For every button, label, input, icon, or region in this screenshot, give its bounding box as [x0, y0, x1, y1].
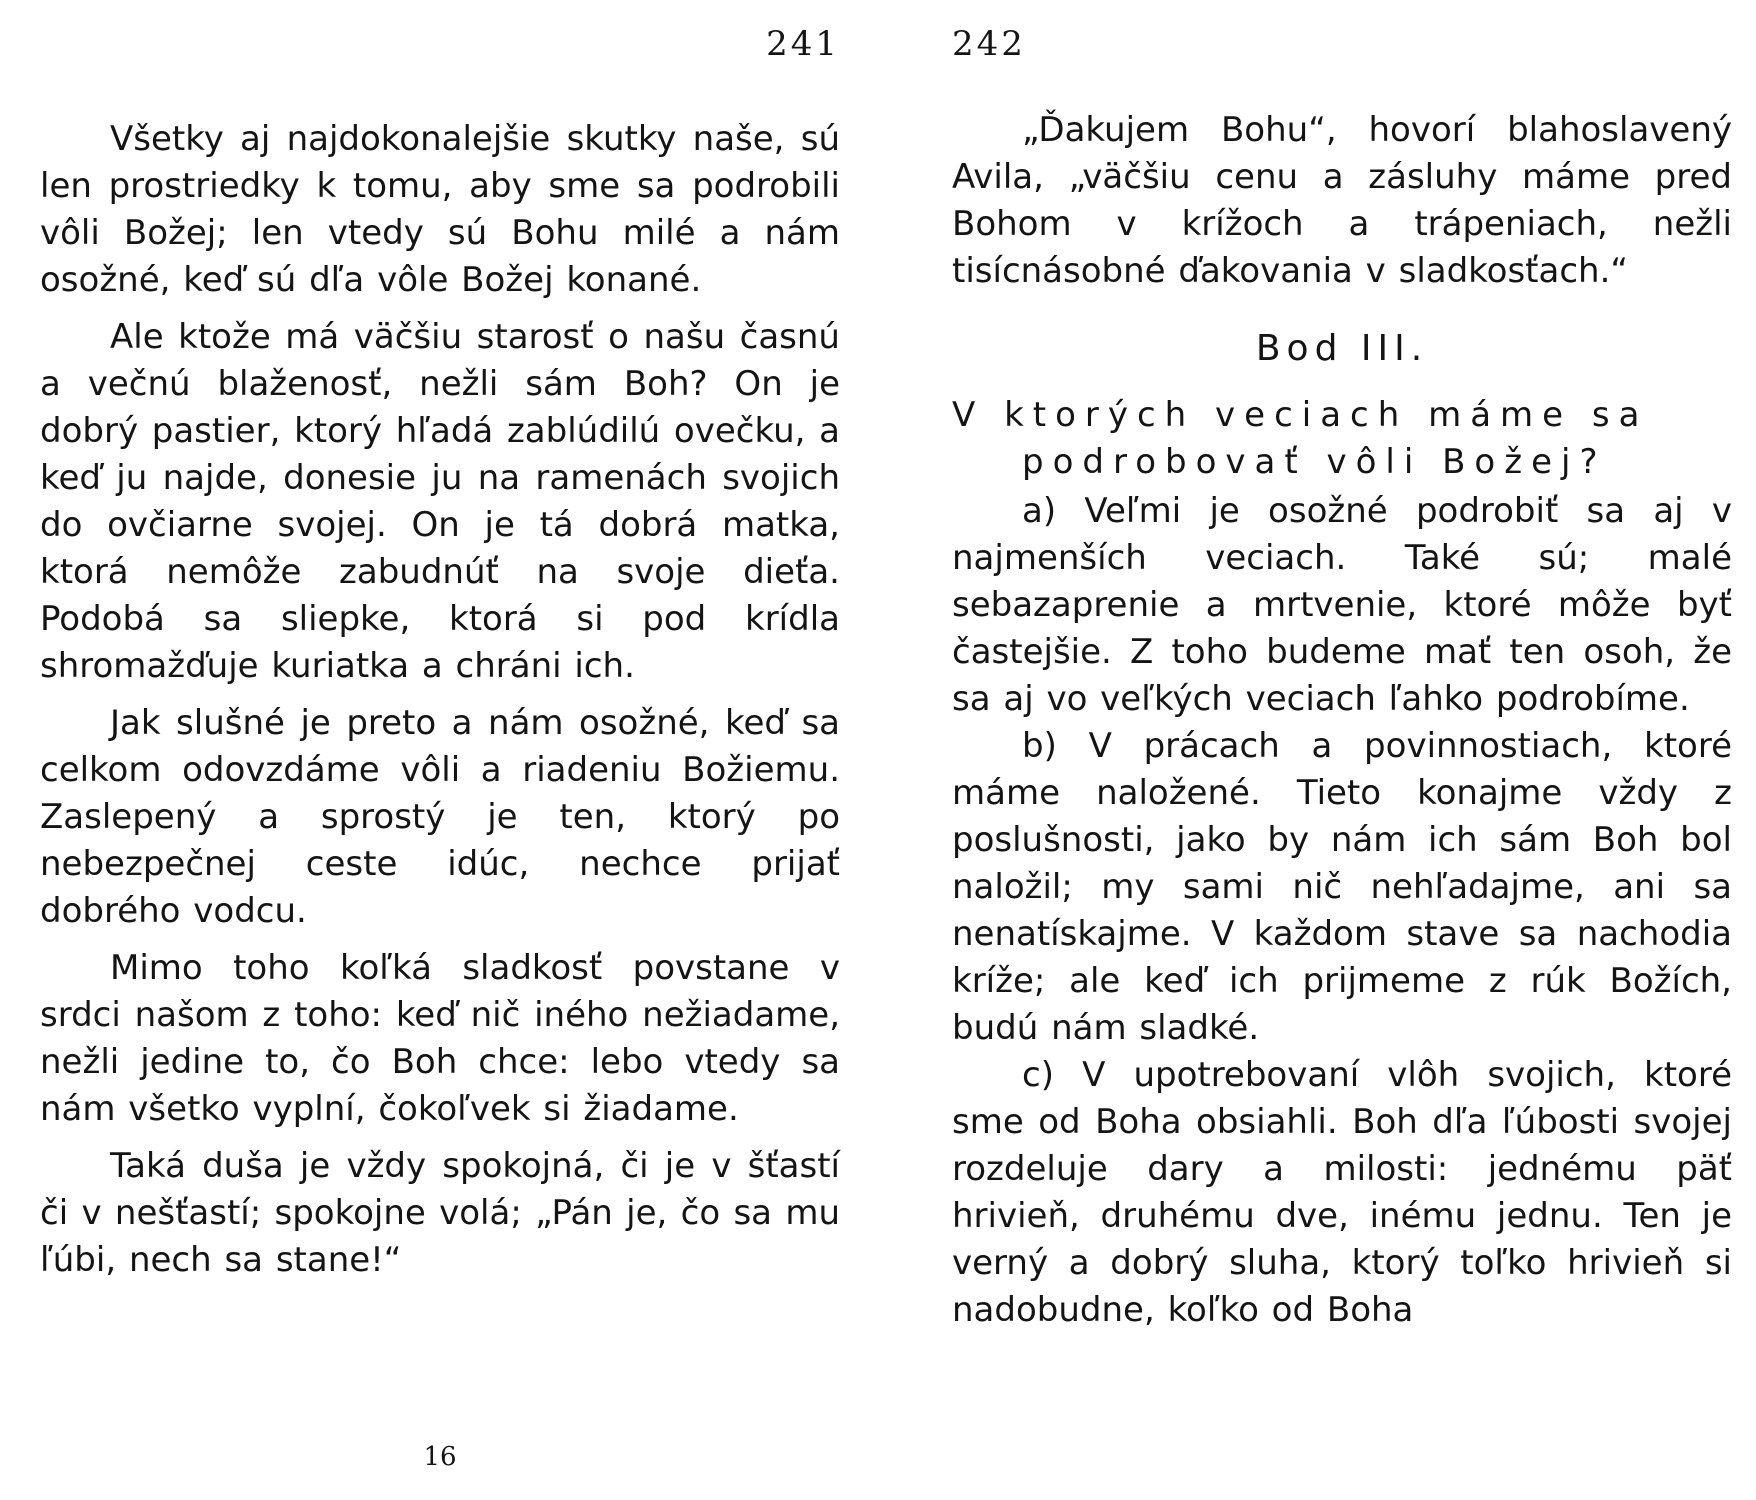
left-page-text	[40, 116, 840, 1284]
page-number-right: 242	[952, 24, 1026, 64]
quote-paragraph: „Ďakujem Bohu“, hovorí blahoslavený Avila, „väčšiu cenu a zásluhy máme pred Bohom v krížoch a trápeniach, nežli tisícnásobné ďakovania v sladkosťach.“	[952, 110, 1732, 291]
section-question	[952, 392, 1732, 486]
signature-mark: 16	[423, 1442, 457, 1472]
question-line-2: podrobovať vôli Božej?	[1022, 442, 1607, 482]
section-heading: Bod III.	[1255, 328, 1429, 369]
paragraph-1: Všetky aj najdokonalejšie skutky naše, sú len prostriedky k tomu, aby sme sa podrobili vôli Božej; len vtedy sú Bohu milé a nám osožné, keď sú dľa vôle Božej konané.	[40, 119, 840, 300]
point-a: a) Veľmi je osožné podrobiť sa aj v najmenších veciach. Také sú; malé sebazaprenie a mrtvenie, ktoré môže byť častejšie. Z toho budeme mať ten osoh, že sa aj vo veľkých veciach ľahko podrobíme.	[952, 491, 1732, 719]
paragraph-3: Jak slušné je preto a nám osožné, keď sa celkom odovzdáme vôli a riadeniu Božiemu. Zaslepený a sprostý je ten, ktorý po nebezpečnej ceste idúc, nechce prijať dobrého vodcu.	[40, 703, 840, 931]
point-b: b) V prácach a povinnostiach, ktoré máme naložené. Tieto konajme vždy z poslušnosti, jako by nám ich sám Boh bol naložil; my sami nič nehľadajme, ani sa nenatískajme. V každom stave sa nachodia kríže; ale keď ich prijmeme z rúk Božích, budú nám sladké.	[952, 726, 1732, 1048]
question-line-1: V ktorých veciach máme sa	[952, 395, 1649, 435]
page-number-left: 241	[766, 24, 840, 64]
left-page	[40, 0, 840, 1500]
paragraph-2: Ale ktože má väčšiu starosť o našu časnú a večnú blaženosť, nežli sám Boh? On je dobrý pastier, ktorý hľadá zablúdilú ovečku, a keď ju najde, donesie ju na ramenách svojich do ovčiarne svojej. On je tá dobrá matka, ktorá nemôže zabudnúť na svoje dieťa. Podobá sa sliepke, ktorá si pod krídla shromažďuje kuriatka a chráni ich.	[40, 317, 840, 686]
paragraph-4: Mimo toho koľká sladkosť povstane v srdci našom z toho: keď nič iného nežiadame, nežli jedine to, čo Boh chce: lebo vtedy sa nám všetko vyplní, čokoľvek si žiadame.	[40, 948, 840, 1129]
gutter	[878, 0, 879, 1500]
point-c: c) V upotrebovaní vlôh svojich, ktoré sme od Boha obsiahli. Boh dľa ľúbosti svojej rozdeluje dary a milosti: jednému päť hrivieň, druhému dve, inému jednu. Ten je verný a dobrý sluha, ktorý toľko hrivieň si nadobudne, koľko od Boha	[952, 1055, 1732, 1330]
right-page-text	[952, 107, 1732, 1334]
paragraph-5: Taká duša je vždy spokojná, či je v šťastí či v nešťastí; spokojne volá; „Pán je, čo sa mu ľúbi, nech sa stane!“	[40, 1146, 840, 1280]
right-page	[952, 0, 1732, 1500]
